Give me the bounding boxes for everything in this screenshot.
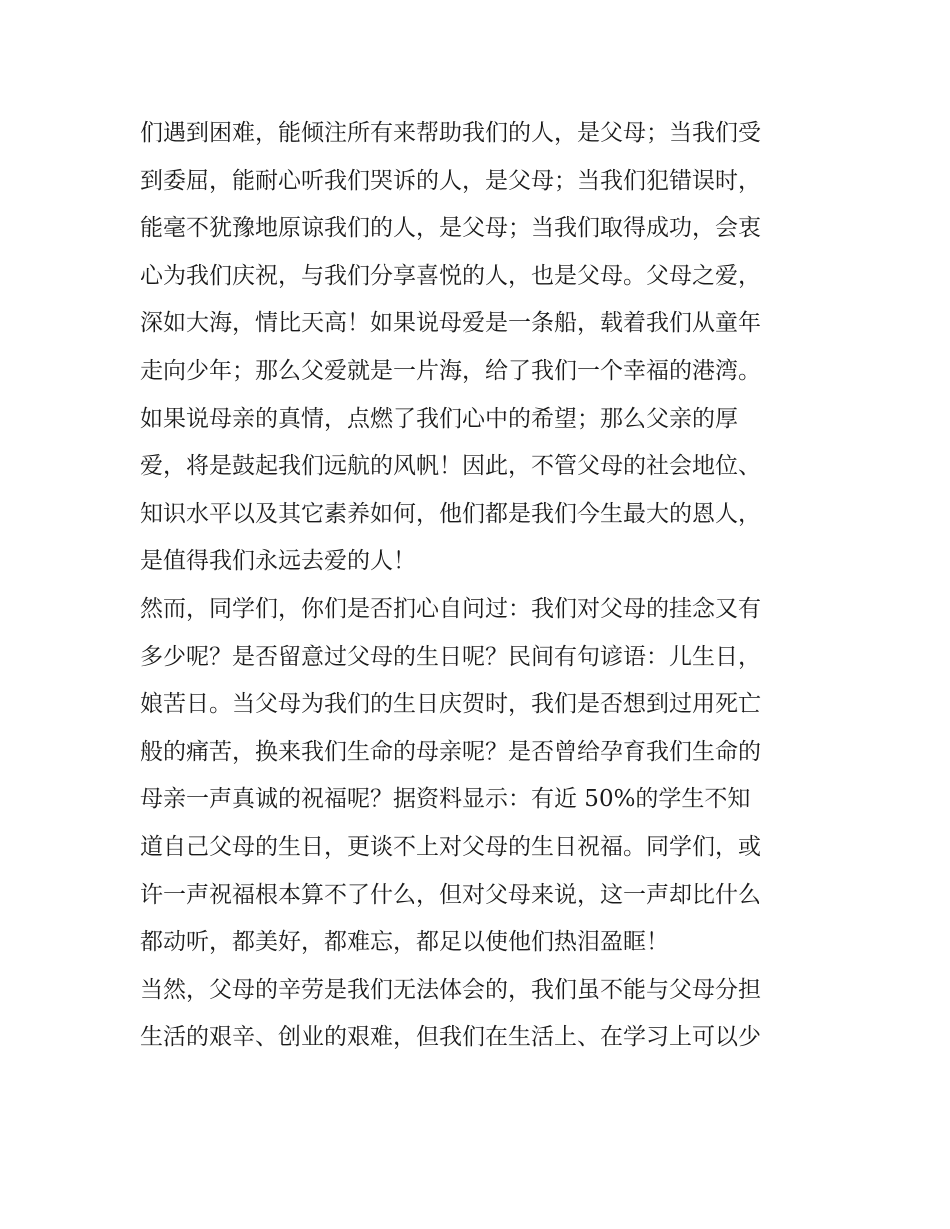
text-line: 如果说母亲的真情，点燃了我们心中的希望；那么父亲的厚 — [140, 405, 738, 432]
text-line: 母亲一声真诚的祝福呢？据资料显示：有近 50%的学生不知 — [140, 786, 751, 813]
text-line: 到委屈，能耐心听我们哭诉的人，是父母；当我们犯错误时， — [140, 167, 761, 194]
text-line: 都动听，都美好，都难忘，都足以使他们热泪盈眶！ — [140, 929, 669, 956]
text-line: 道自己父母的生日，更谈不上对父母的生日祝福。同学们，或 — [140, 833, 761, 860]
text-line: 知识水平以及其它素养如何，他们都是我们今生最大的恩人， — [140, 500, 761, 527]
text-line: 深如大海，情比天高！如果说母爱是一条船，载着我们从童年 — [140, 310, 761, 337]
text-line: 当然，父母的辛劳是我们无法体会的，我们虽不能与父母分担 — [140, 976, 761, 1003]
body-text — [140, 110, 820, 1062]
text-line: 许一声祝福根本算不了什么，但对父母来说，这一声却比什么 — [140, 881, 761, 908]
text-line: 般的痛苦，换来我们生命的母亲呢？是否曾给孕育我们生命的 — [140, 738, 761, 765]
text-line: 爱，将是鼓起我们远航的风帆！因此，不管父母的社会地位、 — [140, 453, 761, 480]
text-line: 能毫不犹豫地原谅我们的人，是父母；当我们取得成功，会衷 — [140, 215, 761, 242]
text-line: 多少呢？是否留意过父母的生日呢？民间有句谚语：儿生日， — [140, 643, 761, 670]
text-line: 是值得我们永远去爱的人！ — [140, 548, 416, 575]
text-line: 然而，同学们，你们是否扪心自问过：我们对父母的挂念又有 — [140, 595, 761, 622]
text-line: 心为我们庆祝，与我们分享喜悦的人，也是父母。父母之爱， — [140, 262, 761, 289]
text-line: 们遇到困难，能倾注所有来帮助我们的人，是父母；当我们受 — [140, 120, 761, 146]
text-line: 生活的艰辛、创业的艰难，但我们在生活上、在学习上可以少 — [140, 1024, 761, 1051]
text-line: 娘苦日。当父母为我们的生日庆贺时，我们是否想到过用死亡 — [140, 691, 761, 718]
text-line: 走向少年；那么父爱就是一片海，给了我们一个幸福的港湾。 — [140, 357, 761, 384]
